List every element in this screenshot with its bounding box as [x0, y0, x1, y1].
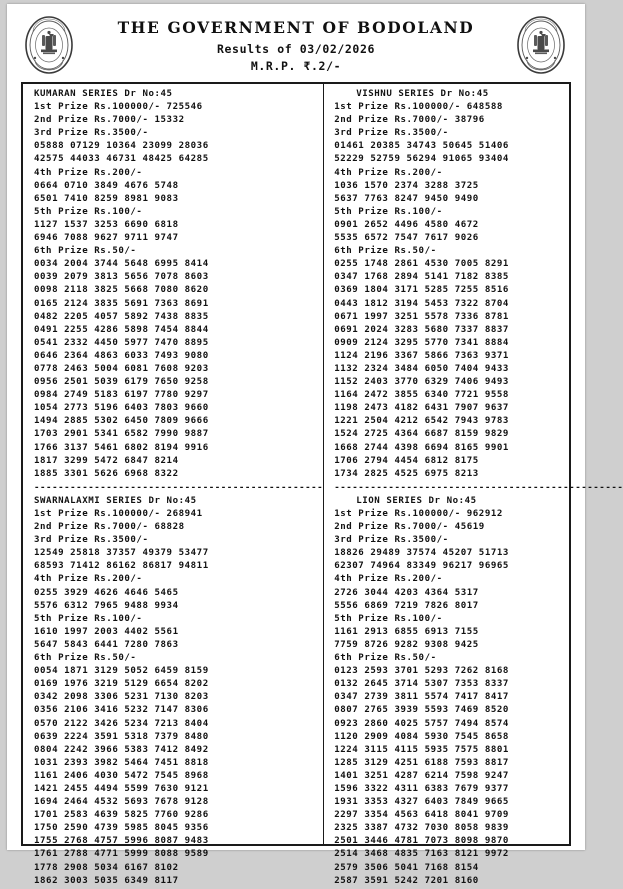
winning-number-row: 1755 2768 4757 5996 8087 9483 — [34, 836, 209, 847]
winning-number-row: 1031 2393 3982 5464 7451 8818 — [34, 757, 209, 768]
prize-label: 5th Prize Rs.100/- — [334, 206, 443, 217]
winning-number-row: 1931 3353 4327 6403 7849 9665 — [334, 797, 509, 808]
winning-number-row: 5647 5843 6441 7280 7863 — [34, 639, 179, 650]
winning-number-row: 0039 2079 3813 5656 7078 8603 — [34, 272, 209, 283]
winning-number-row: 52229 52759 56294 91065 93404 — [334, 154, 509, 165]
winning-number-row: 0491 2255 4286 5898 7454 8844 — [34, 324, 209, 335]
winning-number-row: 1668 2744 4398 6694 8165 9901 — [334, 442, 509, 453]
winning-number-row: 1694 2464 4532 5693 7678 9128 — [34, 797, 209, 808]
winning-number-row: 1161 2913 6855 6913 7155 — [334, 626, 479, 637]
winning-number-row: 1221 2504 4212 6542 7943 9783 — [334, 416, 509, 427]
winning-number-row: 1524 2725 4364 6687 8159 9829 — [334, 429, 509, 440]
winning-number-row: 1766 3137 5461 6802 8194 9916 — [34, 442, 209, 453]
winning-number-row: 0347 1768 2894 5141 7182 8385 — [334, 272, 509, 283]
prize-label: 3rd Prize Rs.3500/- — [34, 535, 149, 546]
results-column-right — [323, 84, 623, 886]
winning-number-row: 1224 3115 4115 5935 7575 8801 — [334, 744, 509, 755]
page-title: THE GOVERNMENT OF BODOLAND — [117, 18, 475, 37]
prize-label: 6th Prize Rs.50/- — [34, 653, 137, 664]
winning-number-row: 1494 2885 5302 6450 7809 9666 — [34, 416, 209, 427]
winning-number-row: 1817 3299 5472 6847 8214 — [34, 455, 179, 466]
winning-number-row: 0691 2024 3283 5680 7337 8837 — [334, 324, 509, 335]
winning-number-row: 0443 1812 3194 5453 7322 8704 — [334, 298, 509, 309]
winning-number-row: 05888 07129 10364 23099 28036 — [34, 141, 209, 152]
winning-number-row: 1161 2406 4030 5472 7545 8968 — [34, 770, 209, 781]
winning-number-row: 0054 1871 3129 5052 6459 8159 — [34, 666, 209, 677]
prize-label: 2nd Prize Rs.7000/- 15332 — [34, 115, 185, 126]
prize-label: 1st Prize Rs.100000/- 725546 — [34, 102, 203, 113]
winning-number-row: 1421 2455 4494 5599 7630 9121 — [34, 783, 209, 794]
series-block — [334, 88, 623, 482]
winning-number-row: 1132 2324 3484 6050 7404 9433 — [334, 363, 509, 374]
winning-number-row: 0255 3929 4626 4646 5465 — [34, 587, 179, 598]
winning-number-row: 42575 44033 46731 48425 64285 — [34, 154, 209, 165]
series-block — [334, 495, 623, 889]
winning-number-row: 0541 2332 4450 5977 7470 8895 — [34, 337, 209, 348]
winning-number-row: 1761 2788 4771 5999 8088 9589 — [34, 849, 209, 860]
winning-number-row: 1610 1997 2003 4402 5561 — [34, 626, 179, 637]
results-column-left — [23, 84, 324, 886]
prize-label: 4th Prize Rs.200/- — [334, 167, 443, 178]
winning-number-row: 7759 8726 9282 9308 9425 — [334, 639, 479, 650]
winning-number-row: 0034 2004 3744 5648 6995 8414 — [34, 259, 209, 270]
prize-label: 1st Prize Rs.100000/- 648588 — [334, 102, 503, 113]
prize-label: 4th Prize Rs.200/- — [334, 574, 443, 585]
winning-number-row: 0570 2122 3426 5234 7213 8404 — [34, 718, 209, 729]
prize-label: 2nd Prize Rs.7000/- 38796 — [334, 115, 485, 126]
winning-number-row: 0984 2749 5183 6197 7780 9297 — [34, 390, 209, 401]
prize-label: 6th Prize Rs.50/- — [334, 246, 437, 257]
winning-number-row: 6501 7410 8259 8981 9083 — [34, 193, 179, 204]
winning-number-row: 1285 3129 4251 6188 7593 8817 — [334, 757, 509, 768]
winning-number-row: 0482 2205 4057 5892 7438 8835 — [34, 311, 209, 322]
winning-number-row: 1127 1537 3253 6690 6818 — [34, 219, 179, 230]
winning-number-row: 0807 2765 3939 5593 7469 8520 — [334, 705, 509, 716]
winning-number-row: 5556 6869 7219 7826 8017 — [334, 600, 479, 611]
prize-label: 6th Prize Rs.50/- — [334, 653, 437, 664]
prize-label: 5th Prize Rs.100/- — [334, 613, 443, 624]
series-title: SWARNALAXMI SERIES Dr No:45 — [34, 495, 197, 506]
winning-number-row: 2501 3446 4781 7073 8098 9870 — [334, 836, 509, 847]
winning-number-row: 0639 2224 3591 5318 7379 8480 — [34, 731, 209, 742]
winning-number-row: 1734 2825 4525 6975 8213 — [334, 468, 479, 479]
winning-number-row: 0901 2652 4496 4580 4672 — [334, 219, 479, 230]
winning-number-row: 0342 2098 3306 5231 7130 8203 — [34, 692, 209, 703]
section-divider: ------------------------------------------------ — [34, 482, 324, 493]
prize-label: 3rd Prize Rs.3500/- — [34, 128, 149, 139]
series-block — [34, 495, 323, 889]
winning-number-row: 0347 2739 3811 5574 7417 8417 — [334, 692, 509, 703]
prize-label: 3rd Prize Rs.3500/- — [334, 535, 449, 546]
winning-number-row: 2587 3591 5242 7201 8160 — [334, 875, 479, 886]
winning-number-row: 0165 2124 3835 5691 7363 8691 — [34, 298, 209, 309]
winning-number-row: 1120 2909 4084 5930 7545 8658 — [334, 731, 509, 742]
prize-label: 2nd Prize Rs.7000/- 45619 — [334, 522, 485, 533]
bodoland-seal-icon-right — [513, 14, 569, 76]
winning-number-row: 5535 6572 7547 7617 9026 — [334, 233, 479, 244]
lottery-result-page — [7, 4, 623, 886]
winning-number-row: 0098 2118 3825 5668 7080 8620 — [34, 285, 209, 296]
winning-number-row: 18826 29489 37574 45207 51713 — [334, 548, 509, 559]
winning-number-row: 01461 20385 34743 50645 51406 — [334, 141, 509, 152]
prize-label: 2nd Prize Rs.7000/- 68828 — [34, 522, 185, 533]
series-block — [34, 88, 323, 482]
winning-number-row: 0923 2860 4025 5757 7494 8574 — [334, 718, 509, 729]
winning-number-row: 2579 3506 5041 7168 8154 — [334, 862, 479, 873]
winning-number-row: 6946 7088 9627 9711 9747 — [34, 233, 179, 244]
winning-number-row: 5637 7763 8247 9450 9490 — [334, 193, 479, 204]
winning-number-row: 2514 3468 4835 7163 8121 9972 — [334, 849, 509, 860]
results-board — [21, 82, 623, 886]
bodoland-seal-icon-left — [21, 14, 77, 76]
winning-number-row: 1036 1570 2374 3288 3725 — [334, 180, 479, 191]
series-title: VISHNU SERIES Dr No:45 — [356, 89, 489, 99]
prize-label: 6th Prize Rs.50/- — [34, 246, 137, 257]
winning-number-row: 1701 2583 4639 5825 7760 9286 — [34, 810, 209, 821]
results-date: Results of 03/02/2026 — [217, 42, 375, 56]
winning-number-row: 1124 2196 3367 5866 7363 9371 — [334, 350, 509, 361]
winning-number-row: 1703 2901 5341 6582 7990 9887 — [34, 429, 209, 440]
winning-number-row: 0132 2645 3714 5307 7353 8337 — [334, 679, 509, 690]
winning-number-row: 1885 3301 5626 6968 8322 — [34, 468, 179, 479]
winning-number-row: 68593 71412 86162 86817 94811 — [34, 561, 209, 572]
winning-number-row: 2325 3387 4732 7030 8058 9839 — [334, 823, 509, 834]
prize-label: 4th Prize Rs.200/- — [34, 574, 143, 585]
winning-number-row: 1778 2908 5034 6167 8102 — [34, 862, 179, 873]
winning-number-row: 1152 2403 3770 6329 7406 9493 — [334, 377, 509, 388]
prize-label: 4th Prize Rs.200/- — [34, 167, 143, 178]
winning-number-row: 1164 2472 3855 6340 7721 9558 — [334, 390, 509, 401]
mrp-label: M.R.P. ₹.2/- — [250, 59, 342, 73]
winning-number-row: 0909 2124 3295 5770 7341 8884 — [334, 337, 509, 348]
winning-number-row: 1596 3322 4311 6383 7679 9377 — [334, 783, 509, 794]
series-title: KUMARAN SERIES Dr No:45 — [34, 89, 173, 99]
winning-number-row: 0169 1976 3219 5129 6654 8202 — [34, 679, 209, 690]
winning-number-row: 1706 2794 4454 6812 8175 — [334, 455, 479, 466]
winning-number-row: 0123 2593 3701 5293 7262 8168 — [334, 666, 509, 677]
winning-number-row: 5576 6312 7965 9488 9934 — [34, 600, 179, 611]
winning-number-row: 0671 1997 3251 5578 7336 8781 — [334, 311, 509, 322]
winning-number-row: 12549 25818 37357 49379 53477 — [34, 548, 209, 559]
winning-number-row: 1198 2473 4182 6431 7907 9637 — [334, 403, 509, 414]
winning-number-row: 1862 3003 5035 6349 8117 — [34, 875, 179, 886]
winning-number-row: 0664 0710 3849 4676 5748 — [34, 180, 179, 191]
winning-number-row: 0356 2106 3416 5232 7147 8306 — [34, 705, 209, 716]
prize-label: 1st Prize Rs.100000/- 962912 — [334, 509, 503, 519]
prize-label: 5th Prize Rs.100/- — [34, 206, 143, 217]
header-titles — [7, 4, 585, 73]
winning-number-row: 1401 3251 4287 6214 7598 9247 — [334, 770, 509, 781]
winning-number-row: 0778 2463 5004 6081 7608 9203 — [34, 363, 209, 374]
winning-number-row: 62307 74964 83349 96217 96965 — [334, 561, 509, 572]
prize-label: 1st Prize Rs.100000/- 268941 — [34, 509, 203, 519]
section-divider: ------------------------------------------------ — [334, 482, 623, 493]
prize-label: 3rd Prize Rs.3500/- — [334, 128, 449, 139]
winning-number-row: 1750 2590 4739 5985 8045 9356 — [34, 823, 209, 834]
series-title: LION SERIES Dr No:45 — [356, 495, 477, 506]
winning-number-row: 2726 3044 4203 4364 5317 — [334, 587, 479, 598]
winning-number-row: 0369 1804 3171 5285 7255 8516 — [334, 285, 509, 296]
winning-number-row: 2297 3354 4563 6418 8041 9709 — [334, 810, 509, 821]
winning-number-row: 0804 2242 3966 5383 7412 8492 — [34, 744, 209, 755]
winning-number-row: 1054 2773 5196 6403 7803 9660 — [34, 403, 209, 414]
winning-number-row: 0255 1748 2861 4530 7005 8291 — [334, 259, 509, 270]
winning-number-row: 0956 2501 5039 6179 7650 9258 — [34, 377, 209, 388]
prize-label: 5th Prize Rs.100/- — [34, 613, 143, 624]
page-header — [7, 4, 585, 82]
winning-number-row: 0646 2364 4863 6033 7493 9080 — [34, 350, 209, 361]
